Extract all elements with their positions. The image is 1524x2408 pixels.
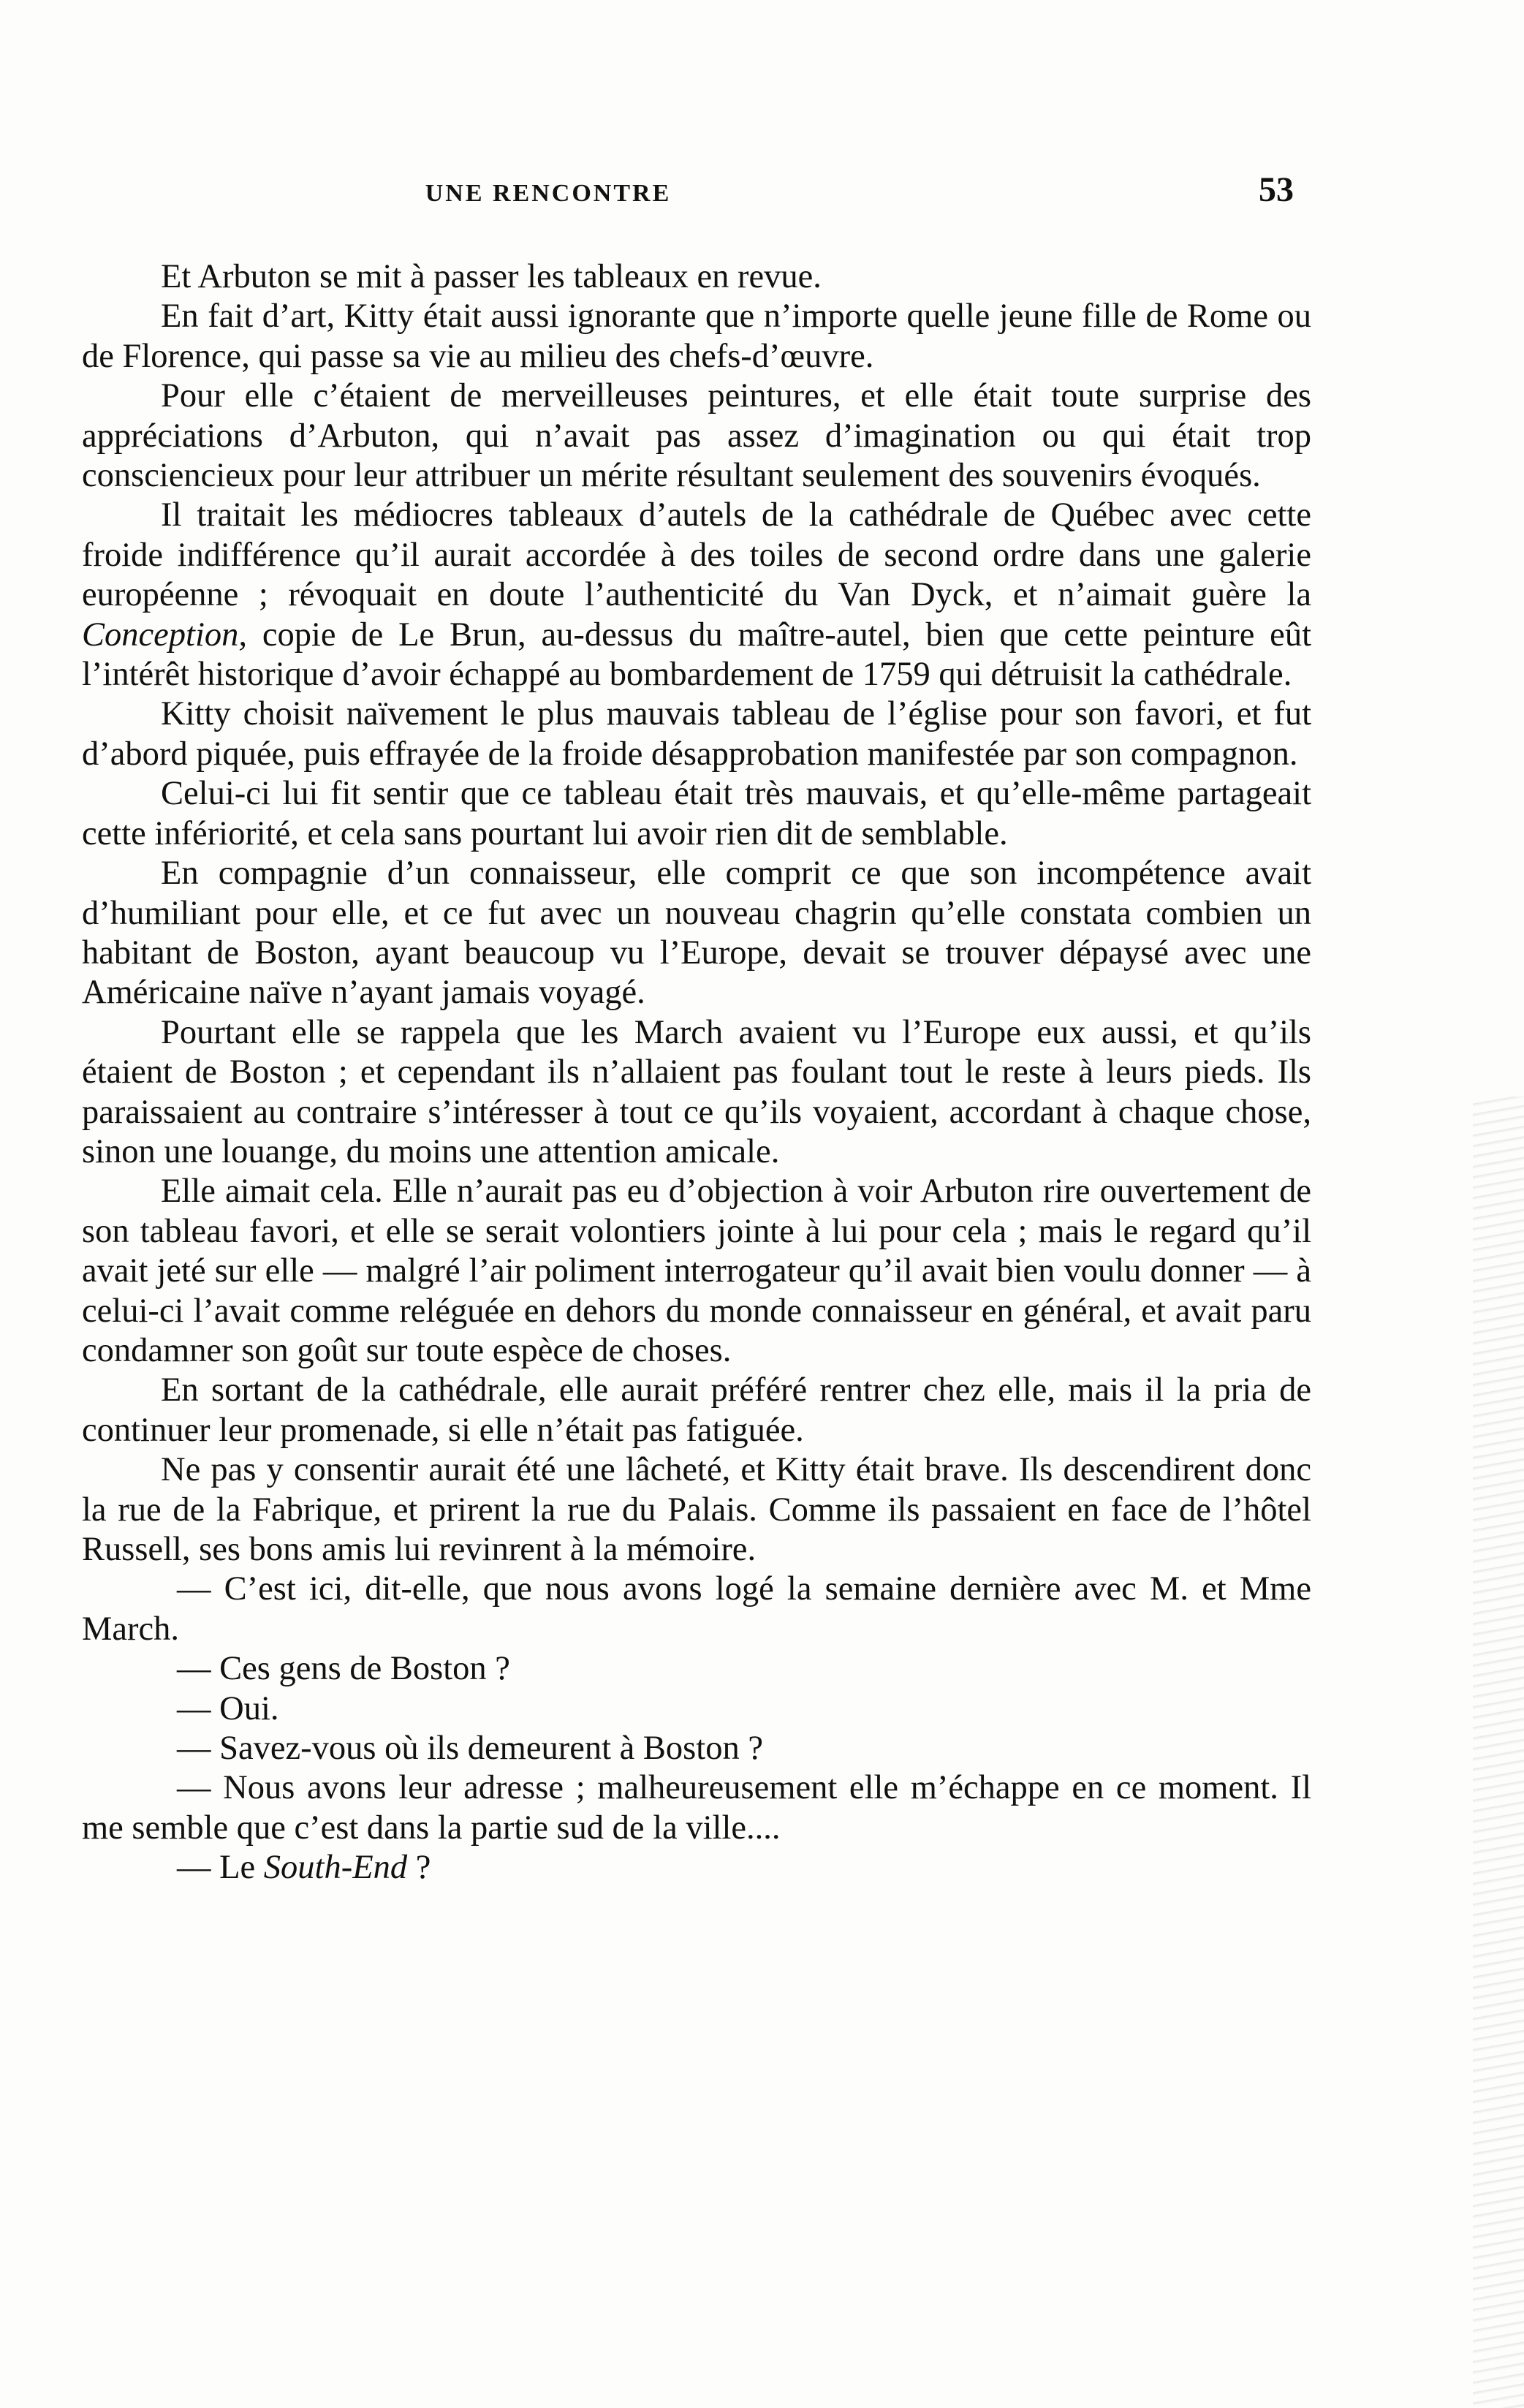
dialogue-line <box>82 1848 1311 1888</box>
paragraph-text: copie de Le Brun, au-dessus du maître-autel, bien que cette peinture eût l’intérêt historique d’avoir échappé au bombardement de 1759 qui détruisit la cathédrale. <box>82 616 1311 694</box>
paragraph: Pour elle c’étaient de merveilleuses peintures, et elle était toute surprise des appréciations d’Arbuton, qui n’avait pas assez d’imagination ou qui était trop consciencieux pour leur attribuer un mérite résultant seulement des souvenirs évoqués. <box>82 377 1311 495</box>
dialogue-text: ? <box>407 1849 431 1887</box>
paragraph: Kitty choisit naïvement le plus mauvais tableau de l’église pour son favori, et fut d’abord piquée, puis effrayée de la froide désapprobation manifestée par son compagnon. <box>82 695 1311 773</box>
dialogue-line: — C’est ici, dit-elle, que nous avons logé la semaine dernière avec M. et Mme March. <box>82 1570 1311 1648</box>
dialogue-line: — Savez-vous où ils demeurent à Boston ? <box>177 1730 763 1768</box>
place-name: South-End <box>263 1849 408 1887</box>
paragraph: Ne pas y consentir aurait été une lâcheté, et Kitty était brave. Ils descendirent donc la rue de la Fabrique, et prirent la rue du Palais. Comme ils passaient en face de l’hôtel Russell, ses bons amis lui revinrent à la mémoire. <box>82 1451 1311 1568</box>
paragraph: En fait d’art, Kitty était aussi ignorante que n’importe quelle jeune fille de Rome ou de Florence, qui passe sa vie au milieu des chefs-d’œuvre. <box>82 298 1311 375</box>
paragraph <box>82 496 1311 694</box>
paragraph: Elle aimait cela. Elle n’aurait pas eu d’objection à voir Arbuton rire ouvertement de son tableau favori, et elle se serait volontiers jointe à lui pour cela ; mais le regard qu’il avait jeté sur elle — malgré l’air poliment interrogateur qu’il avait bien voulu donner — à celui-ci l’avait comme reléguée en dehors du monde connaisseur en général, et avait paru condamner son goût sur toute espèce de choses. <box>82 1173 1311 1369</box>
dialogue-text: — Le <box>177 1849 264 1887</box>
page-number: 53 <box>1259 170 1294 209</box>
paragraph: Et Arbuton se mit à passer les tableaux en revue. <box>161 258 822 295</box>
paragraph: Celui-ci lui fit sentir que ce tableau était très mauvais, et qu’elle-même partageait cette infériorité, et cela sans pourtant lui avoir rien dit de semblable. <box>82 775 1311 852</box>
paragraph: Pourtant elle se rappela que les March avaient vu l’Europe eux aussi, et qu’ils étaient de Boston ; et cependant ils n’allaient pas foulant tout le reste à leurs pieds. Ils paraissaient au contraire s’intéresser à tout ce qu’ils voyaient, accordant à chaque chose, sinon une louange, du moins une attention amicale. <box>82 1013 1311 1170</box>
paragraph: En compagnie d’un connaisseur, elle comprit ce que son incompétence avait d’humiliant pour elle, et ce fut avec un nouveau chagrin qu’elle constata combien un habitant de Boston, ayant beaucoup vu l’Europe, devait se trouver dépaysé avec une Américaine naïve n’ayant jamais voyagé. <box>82 855 1311 1012</box>
paragraph-text: Il traitait les médiocres tableaux d’autels de la cathédrale de Québec avec cette froide indifférence qu’il aurait accordée à des toiles de second ordre dans une galerie européenne ; révoquait en doute l’authenticité du Van Dyck, et n’aimait guère la <box>82 496 1311 614</box>
page-edge-speckle <box>1473 1097 1524 2408</box>
paragraph: En sortant de la cathédrale, elle aurait préféré rentrer chez elle, mais il la pria de continuer leur promenade, si elle n’était pas fatiguée. <box>82 1371 1311 1449</box>
body-text <box>82 257 1311 1888</box>
dialogue-line: — Oui. <box>177 1689 279 1727</box>
dialogue-line: — Ces gens de Boston ? <box>177 1650 510 1688</box>
dialogue-line: — Nous avons leur adresse ; malheureusement elle m’échappe en ce moment. Il me semble que c’est dans la partie sud de la ville.... <box>82 1769 1311 1847</box>
artwork-title: Conception, <box>82 616 248 654</box>
running-title: UNE RENCONTRE <box>425 180 672 207</box>
